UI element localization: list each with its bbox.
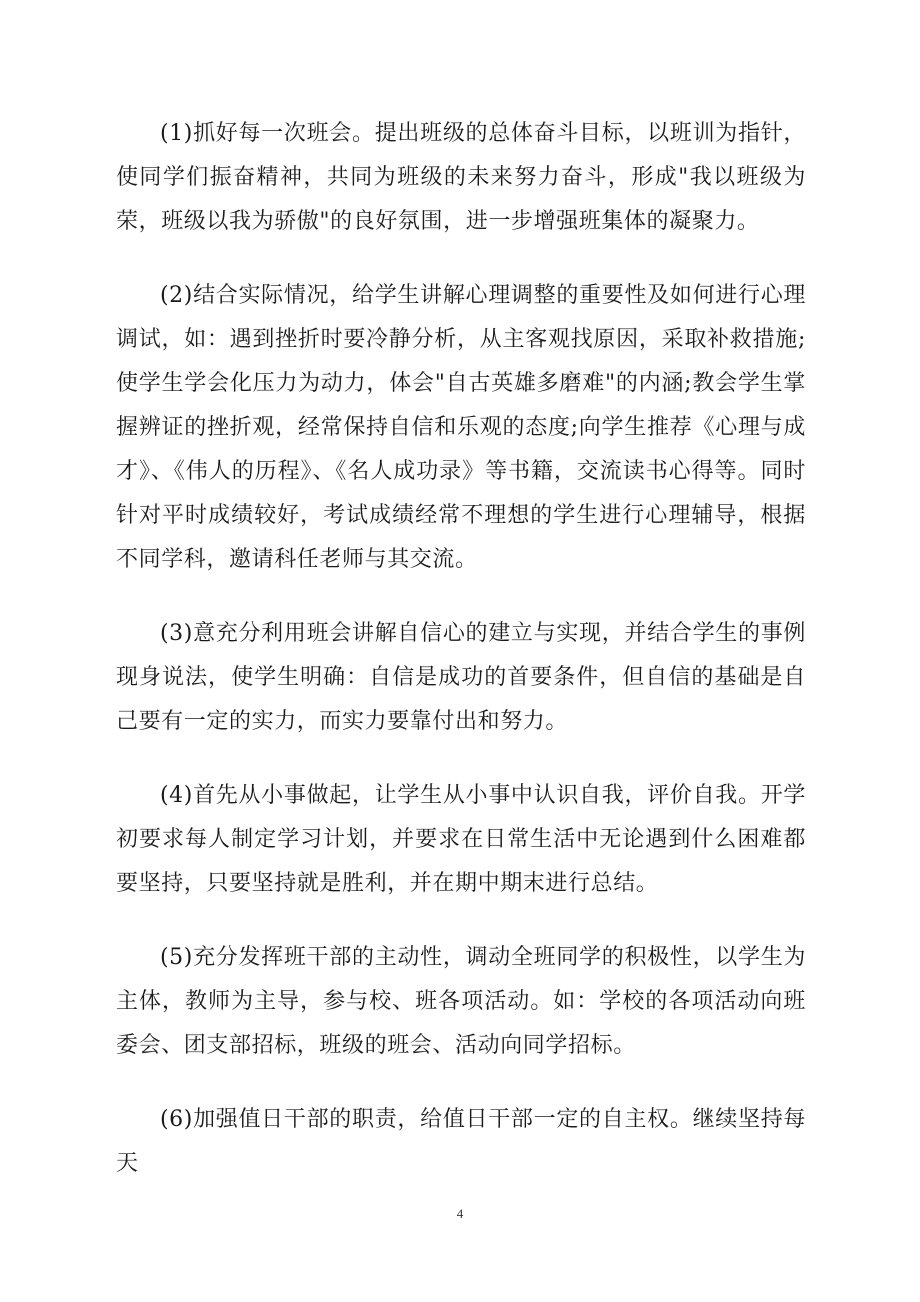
- paragraph-2: (2)结合实际情况，给学生讲解心理调整的重要性及如何进行心理调试，如：遇到挫折时要冷静分析，从主客观找原因，采取补救措施;使学生学会化压力为动力，体会"自古英雄多磨难"的内涵;教会学生掌握辨证的挫折观，经常保持自信和乐观的态度;向学生推荐《心理与成才》、《伟人的历程》、《名人成功录》等书籍，交流读书心得等。同时针对平时成绩较好，考试成绩经常不理想的学生进行心理辅导，根据不同学科，邀请科任老师与其交流。: [116, 283, 806, 572]
- paragraph-1: (1)抓好每一次班会。提出班级的总体奋斗目标，以班训为指针，使同学们振奋精神，共同为班级的未来努力奋斗，形成"我以班级为荣，班级以我为骄傲"的良好氛围，进一步增强班集体的凝聚力。: [116, 121, 806, 234]
- paragraph-3: (3)意充分利用班会讲解自信心的建立与实现，并结合学生的事例现身说法，使学生明确：自信是成功的首要条件，但自信的基础是自己要有一定的实力，而实力要靠付出和努力。: [116, 621, 806, 734]
- paragraph-5: (5)充分发挥班干部的主动性，调动全班同学的积极性，以学生为主体，教师为主导，参与校、班各项活动。如：学校的各项活动向班委会、团支部招标，班级的班会、活动向同学招标。: [116, 945, 806, 1058]
- paragraph-6: (6)加强值日干部的职责，给值日干部一定的自主权。继续坚持每天: [116, 1107, 806, 1176]
- page-number: 4: [456, 1206, 464, 1221]
- document-body: [116, 112, 806, 1216]
- paragraph-4: (4)首先从小事做起，让学生从小事中认识自我，评价自我。开学初要求每人制定学习计划，并要求在日常生活中无论遇到什么困难都要坚持，只要坚持就是胜利，并在期中期末进行总结。: [116, 783, 806, 896]
